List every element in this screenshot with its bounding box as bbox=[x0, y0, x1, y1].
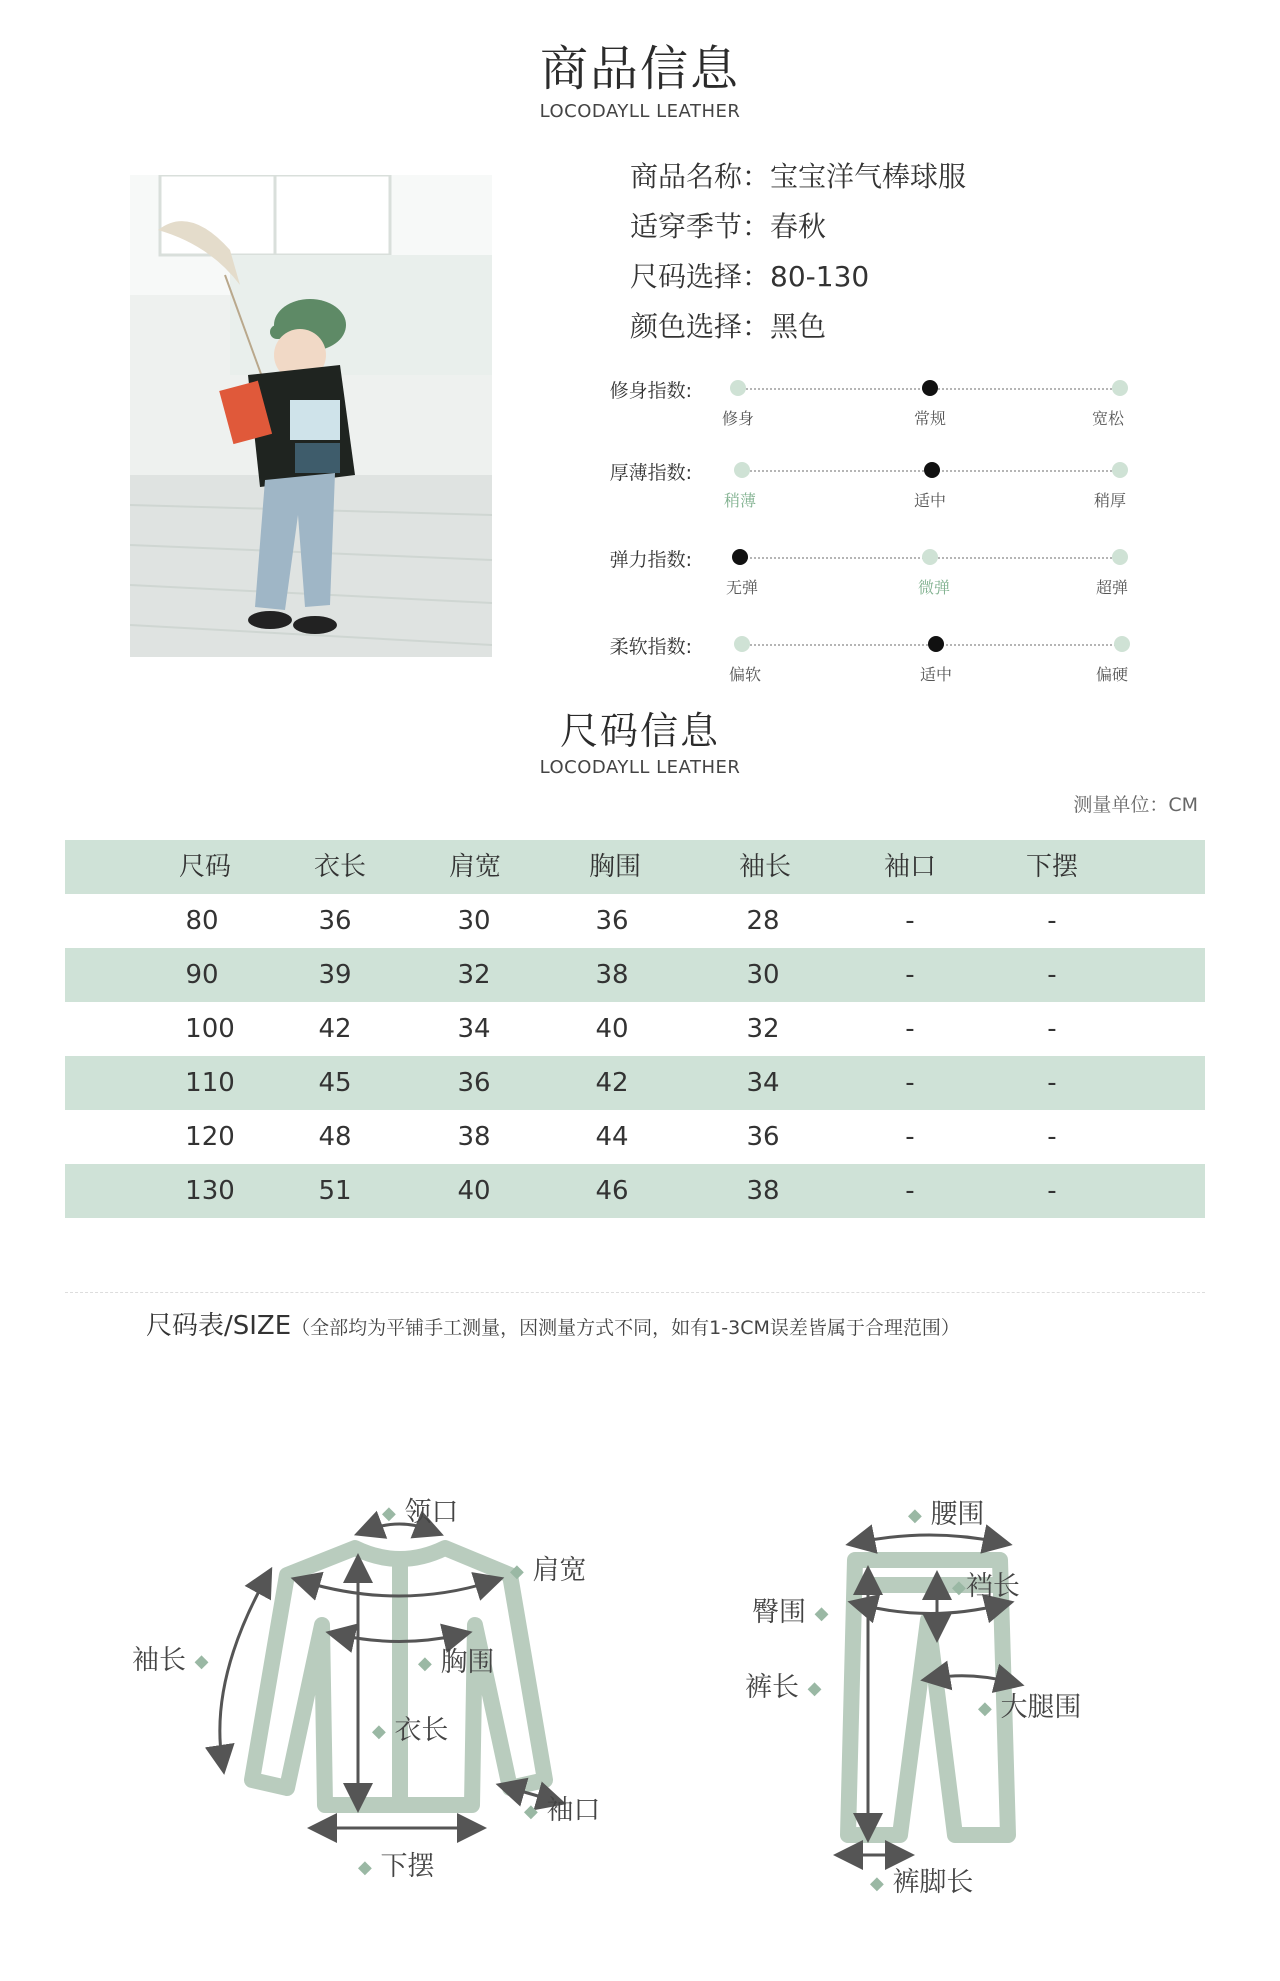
label-text: 肩宽 bbox=[532, 1555, 587, 1586]
index-dot-selected bbox=[924, 462, 940, 478]
diamond-icon: ◆ bbox=[382, 1503, 396, 1524]
product-info-list bbox=[630, 152, 966, 352]
index-option: 适中 bbox=[913, 491, 946, 510]
table-cell: 120 bbox=[185, 1122, 235, 1152]
index-option: 常规 bbox=[913, 409, 946, 428]
table-cell: 100 bbox=[185, 1014, 235, 1044]
label-text: 胸围 bbox=[440, 1647, 495, 1678]
diamond-icon: ◆ bbox=[524, 1801, 538, 1822]
label-text: 下摆 bbox=[380, 1851, 435, 1882]
info-label: 颜色选择： bbox=[630, 310, 771, 343]
table-cell: - bbox=[1047, 1014, 1057, 1044]
table-cell: 45 bbox=[318, 1068, 352, 1098]
index-dot-selected bbox=[922, 380, 938, 396]
section-title: 尺码信息 bbox=[559, 709, 720, 753]
table-header-cell: 胸围 bbox=[588, 852, 641, 882]
table-cell: - bbox=[905, 906, 915, 936]
table-cell: 42 bbox=[318, 1014, 352, 1044]
index-dot-selected bbox=[732, 549, 748, 565]
index-option: 无弹 bbox=[725, 578, 758, 597]
index-option: 偏硬 bbox=[1095, 665, 1128, 684]
size-table bbox=[65, 840, 1205, 1218]
table-cell: 44 bbox=[595, 1122, 629, 1152]
table-cell: 32 bbox=[457, 960, 491, 990]
garment-outlines bbox=[0, 1460, 1280, 1980]
diamond-icon: ◆ bbox=[952, 1577, 966, 1598]
diamond-icon: ◆ bbox=[908, 1505, 922, 1526]
size-note-detail: （全部均为平铺手工测量，因测量方式不同，如有1-3CM误差皆属于合理范围） bbox=[291, 1317, 960, 1339]
index-option: 稍厚 bbox=[1093, 491, 1126, 510]
diamond-icon: ◆ bbox=[807, 1678, 822, 1699]
index-dot bbox=[1112, 462, 1128, 478]
table-cell: 36 bbox=[746, 1122, 780, 1152]
index-dot-selected bbox=[928, 636, 944, 652]
info-value: 春秋 bbox=[770, 210, 827, 243]
table-row bbox=[65, 1164, 1205, 1218]
diamond-icon: ◆ bbox=[870, 1873, 884, 1894]
info-value: 宝宝洋气棒球服 bbox=[770, 160, 967, 193]
table-cell: - bbox=[1047, 906, 1057, 936]
label-text: 衣长 bbox=[394, 1715, 449, 1746]
table-header-cell: 衣长 bbox=[313, 852, 366, 882]
index-option: 微弹 bbox=[917, 578, 950, 597]
table-row bbox=[65, 1056, 1205, 1110]
diamond-icon: ◆ bbox=[358, 1857, 372, 1878]
index-label: 修身指数: bbox=[609, 380, 692, 402]
index-option: 偏软 bbox=[728, 665, 761, 684]
diamond-icon: ◆ bbox=[814, 1603, 829, 1624]
table-header-cell: 袖口 bbox=[883, 852, 936, 882]
index-dot bbox=[734, 462, 750, 478]
index-dot bbox=[1114, 636, 1130, 652]
info-value: 80-130 bbox=[770, 260, 870, 293]
size-info-title-block bbox=[0, 700, 1280, 778]
table-cell: 38 bbox=[595, 960, 629, 990]
label-waist bbox=[908, 1492, 984, 1531]
section-title: 商品信息 bbox=[539, 41, 740, 97]
index-dot bbox=[1112, 380, 1128, 396]
label-pants-length bbox=[745, 1665, 821, 1704]
label-text: 裤长 bbox=[745, 1672, 799, 1703]
label-text: 腰围 bbox=[930, 1499, 985, 1530]
label-text: 臀围 bbox=[752, 1597, 806, 1628]
label-text: 大腿围 bbox=[1000, 1692, 1082, 1723]
index-softness bbox=[590, 632, 1130, 692]
label-sleeve bbox=[132, 1638, 208, 1677]
index-dot bbox=[730, 380, 746, 396]
product-photo bbox=[130, 175, 492, 657]
diamond-icon: ◆ bbox=[510, 1561, 524, 1582]
info-value: 黑色 bbox=[770, 310, 827, 343]
table-row bbox=[65, 948, 1205, 1002]
divider bbox=[65, 1292, 1205, 1293]
info-label: 适穿季节： bbox=[630, 210, 771, 243]
info-label: 尺码选择： bbox=[630, 260, 771, 293]
info-row-season bbox=[630, 202, 966, 252]
diamond-icon: ◆ bbox=[194, 1651, 209, 1672]
diamond-icon: ◆ bbox=[418, 1653, 432, 1674]
label-shoulder bbox=[510, 1548, 586, 1587]
table-cell: - bbox=[905, 1014, 915, 1044]
label-leg-opening bbox=[870, 1860, 973, 1899]
info-row-size bbox=[630, 252, 966, 302]
table-cell: 38 bbox=[746, 1176, 780, 1206]
table-cell: - bbox=[905, 1068, 915, 1098]
product-info-title-block bbox=[0, 30, 1280, 122]
index-dot bbox=[734, 636, 750, 652]
table-header-cell: 尺码 bbox=[178, 852, 231, 882]
table-header-cell: 肩宽 bbox=[448, 852, 501, 882]
table-cell: 40 bbox=[595, 1014, 629, 1044]
info-label: 商品名称： bbox=[630, 160, 771, 193]
table-cell: - bbox=[1047, 1122, 1057, 1152]
table-row bbox=[65, 1002, 1205, 1056]
label-text: 裆长 bbox=[965, 1571, 1020, 1602]
table-header-cell: 下摆 bbox=[1025, 852, 1078, 882]
table-cell: 46 bbox=[595, 1176, 629, 1206]
index-dot bbox=[922, 549, 938, 565]
table-cell: 48 bbox=[318, 1122, 352, 1152]
size-note bbox=[146, 1305, 960, 1342]
jacket-outline bbox=[252, 1548, 545, 1805]
table-header-cell: 袖长 bbox=[738, 852, 791, 882]
table-cell: 34 bbox=[746, 1068, 780, 1098]
diamond-icon: ◆ bbox=[372, 1721, 386, 1742]
label-hem bbox=[358, 1844, 434, 1883]
label-text: 袖长 bbox=[132, 1645, 186, 1676]
table-cell: 36 bbox=[457, 1068, 491, 1098]
index-option: 修身 bbox=[721, 409, 754, 428]
size-note-title: 尺码表/SIZE bbox=[146, 1311, 292, 1341]
index-option: 适中 bbox=[919, 665, 952, 684]
label-thigh bbox=[978, 1685, 1081, 1724]
table-header-row bbox=[65, 840, 1205, 894]
label-collar bbox=[382, 1490, 458, 1529]
table-row bbox=[65, 894, 1205, 948]
table-cell: 130 bbox=[185, 1176, 235, 1206]
table-cell: 36 bbox=[595, 906, 629, 936]
table-cell: 110 bbox=[185, 1068, 235, 1098]
index-option: 宽松 bbox=[1091, 409, 1124, 428]
index-option: 超弹 bbox=[1095, 578, 1128, 597]
table-cell: 90 bbox=[185, 960, 219, 990]
label-text: 袖口 bbox=[546, 1795, 601, 1826]
table-cell: 39 bbox=[318, 960, 352, 990]
label-cuff bbox=[524, 1788, 600, 1827]
table-cell: 30 bbox=[457, 906, 491, 936]
table-cell: - bbox=[1047, 960, 1057, 990]
table-cell: 28 bbox=[746, 906, 780, 936]
index-thickness bbox=[590, 458, 1130, 518]
index-label: 弹力指数: bbox=[609, 549, 692, 571]
table-cell: - bbox=[905, 1122, 915, 1152]
table-cell: 34 bbox=[457, 1014, 491, 1044]
table-cell: - bbox=[905, 1176, 915, 1206]
index-elasticity bbox=[590, 545, 1130, 605]
label-text: 裤脚长 bbox=[892, 1867, 974, 1898]
table-cell: 51 bbox=[318, 1176, 352, 1206]
index-fit bbox=[590, 376, 1130, 436]
table-row bbox=[65, 1110, 1205, 1164]
table-cell: - bbox=[905, 960, 915, 990]
table-cell: - bbox=[1047, 1176, 1057, 1206]
label-hip bbox=[752, 1590, 828, 1629]
info-row-name bbox=[630, 152, 966, 202]
table-cell: 38 bbox=[457, 1122, 491, 1152]
info-row-color bbox=[630, 302, 966, 352]
table-cell: 80 bbox=[185, 906, 219, 936]
index-option: 稍薄 bbox=[723, 491, 756, 510]
index-label: 柔软指数: bbox=[609, 636, 692, 658]
measurement-unit: 测量单位：CM bbox=[1073, 794, 1198, 816]
label-length bbox=[372, 1708, 448, 1747]
table-cell: - bbox=[1047, 1068, 1057, 1098]
table-cell: 42 bbox=[595, 1068, 629, 1098]
index-label: 厚薄指数: bbox=[609, 462, 692, 484]
table-cell: 30 bbox=[746, 960, 780, 990]
table-cell: 36 bbox=[318, 906, 352, 936]
diamond-icon: ◆ bbox=[978, 1698, 992, 1719]
index-dot bbox=[1112, 549, 1128, 565]
label-text: 领口 bbox=[404, 1497, 459, 1528]
label-rise bbox=[952, 1564, 1020, 1603]
table-cell: 32 bbox=[746, 1014, 780, 1044]
label-chest bbox=[418, 1640, 494, 1679]
section-subtitle: LOCODAYLL LEATHER bbox=[539, 101, 741, 122]
table-cell: 40 bbox=[457, 1176, 491, 1206]
section-subtitle: LOCODAYLL LEATHER bbox=[539, 757, 741, 778]
